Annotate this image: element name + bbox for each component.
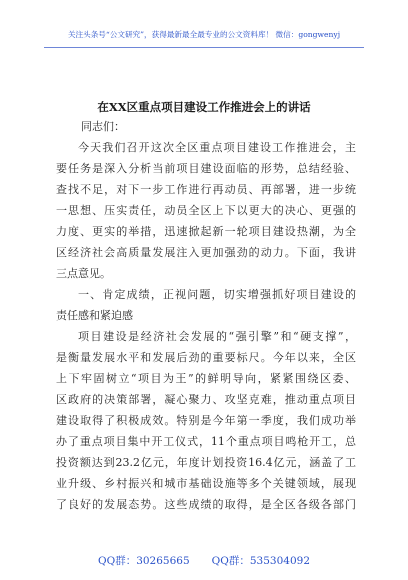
- salutation: 同志们：: [81, 120, 125, 133]
- body-line: 一思想、压实责任，动员全区上下以更大的决心、更强的: [56, 204, 356, 217]
- body-line: 建设取得了积极成效。特别是今年第一季度，我们成功举: [56, 414, 356, 427]
- section-heading-line: 一、肯定成绩，正视问题，切实增强抓好项目建设的: [78, 288, 356, 301]
- body-line: 三点意见。: [56, 267, 111, 280]
- document-title: 在XX区重点项目建设工作推进会上的讲话: [97, 100, 311, 114]
- body-line: 投资额达到23.2亿元，年度计划投资16.4亿元，涵盖了工: [56, 456, 356, 469]
- body-line: 要任务是深入分析当前项目建设面临的形势，总结经验、: [56, 162, 356, 175]
- body-line: 了良好的发展态势。这些成绩的取得，是全区各级各部门: [56, 498, 356, 511]
- body-line: 区经济社会高质量发展注入更加强劲的动力。下面，我讲: [56, 246, 356, 259]
- footer-qq-group-2: QQ群：535304092: [211, 555, 310, 567]
- section-heading-line: 责任感和紧迫感: [56, 309, 133, 322]
- body-line: 查找不足，对下一步工作进行再动员、再部署，进一步统: [56, 183, 356, 196]
- header-divider: [44, 47, 364, 48]
- body-line: 力度、更实的举措，迅速掀起新一轮项目建设热潮，为全: [56, 225, 356, 238]
- body-line: 业升级、乡村振兴和城市基础设施等多个关键领域，展现: [56, 477, 356, 490]
- footer-qq-group-1: QQ群：30265665: [97, 555, 190, 567]
- footer-qq-banner: [0, 553, 408, 568]
- body-line: 区政府的决策部署，凝心聚力、攻坚克难，推动重点项目: [56, 393, 356, 406]
- document-body: [56, 137, 356, 515]
- body-line: 办了重点项目集中开工仪式，11个重点项目鸣枪开工，总: [56, 435, 356, 448]
- top-promo-banner: 关注头条号“公文研究”，获得最新最全最专业的公文资料库！ 微信：gongwenyj: [67, 30, 341, 39]
- body-line: 项目建设是经济社会发展的“强引擎”和“硬支撑”，: [78, 330, 356, 343]
- body-line: 上下牢固树立“项目为王”的鲜明导向，紧紧围绕区委、: [56, 372, 356, 385]
- body-line: 今天我们召开这次全区重点项目建设工作推进会，主: [78, 141, 356, 154]
- body-line: 是衡量发展水平和发展后劲的重要标尺。今年以来，全区: [56, 351, 356, 364]
